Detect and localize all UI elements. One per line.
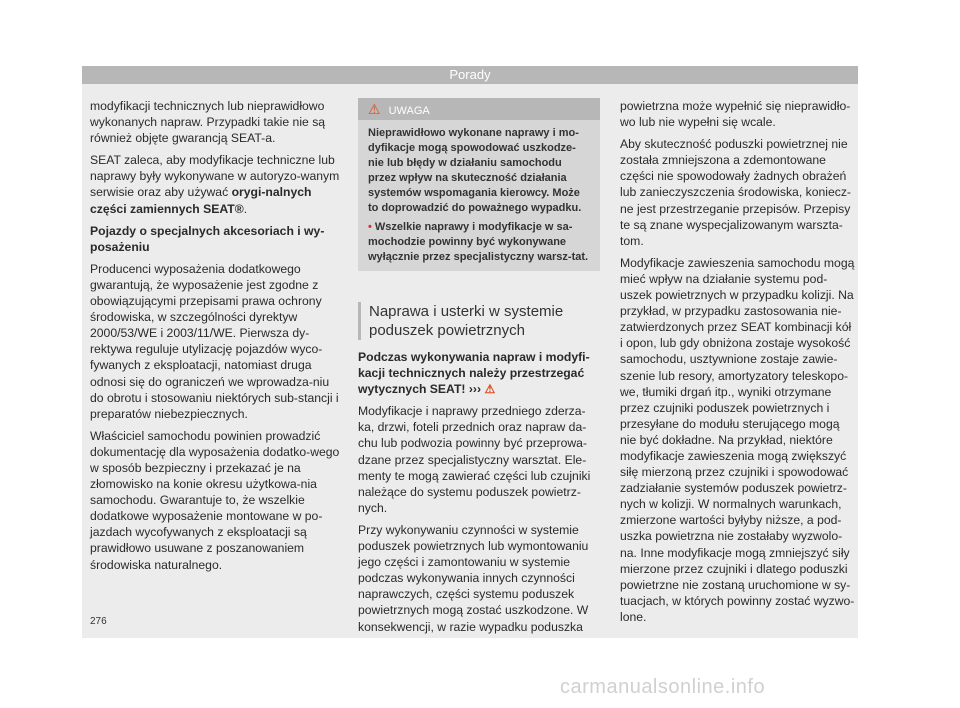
page-header: Porady [82, 66, 858, 84]
paragraph: powietrzna może wypełnić się nieprawidło-wo lub nie wypełni się wcale. [620, 99, 851, 130]
warning-box [358, 98, 600, 271]
column-right [620, 98, 855, 631]
paragraph: Modyfikacje i naprawy przedniego zderza-ka, drzwi, foteli przednich oraz napraw da-chu lub podwozia powinny być przeprowa-dzane przez specjalistyczny warsztat. Ele-menty te mogą zawierać części lub czujniki należące do systemu poduszek powietrz-nych. [358, 404, 591, 515]
warning-title-bar [358, 98, 600, 120]
column-left [90, 98, 340, 579]
warning-triangle-icon[interactable]: ⚠ [484, 382, 496, 397]
paragraph [90, 152, 340, 216]
column-middle [358, 349, 600, 641]
lead-paragraph [358, 349, 600, 397]
paragraph: Przy wykonywaniu czynności w systemie poduszek powietrznych lub wymontowaniu jego części i zamontowaniu w systemie podczas wykonywania innych czynności naprawczych, części systemu poduszek powietrznych mogą zostać uszkodzone. W konsekwencji, w razie wypadku poduszka [358, 522, 589, 634]
paragraph: Modyfikacje zawieszenia samochodu mogą mieć wpływ na działanie systemu pod-uszek powietrznych w przypadku kolizji. Na przykład, w przypadku zastosowania nie-zatwierdzonych przez SEAT kombinacji kół i opon, lub gdy obniżona zostaje wysokość samochodu, usztywnione zostaje zawie-szenie lub resory, amortyzatory teleskopo-we, tłumiki drgań itp., wyniki otrzymane przez czujniki poduszek powietrznych i przesyłane do modułu sterującego mogą nie być dokładne. Na przykład, niektóre modyfikacje zawieszenia mogą zwiększyć siłę mierzoną przez czujniki i spowodować zadziałanie systemów poduszek powietrz-nych w kolizji. W normalnych warunkach, zmierzone wartości byłyby niższe, a pod-uszka powietrzna nie zostałaby wyzwolo-na. Inne modyfikacje mogą zmniejszyć siły mierzone przez czujniki i dlatego poduszki powietrzne nie zostaną uruchomione w sy-tuacjach, w których powinny zostać wyzwo-lone. [620, 255, 855, 624]
section-title: Naprawa i usterki w systemie poduszek powietrznych [358, 302, 600, 340]
warning-title: UWAGA [388, 105, 430, 117]
paragraph: Właściciel samochodu powinien prowadzić dokumentację dla wyposażenia dodatko-wego w sposób bezpieczny i przekazać je na złomowisko na konie okresu użytkowa-nia samochodu. Gwarantuje to, że wszelkie dodatkowe wyposażenie montowane w po-jazdach wycofywanych z eksploatacji są prawidłowo usuwane z poszanowaniem środowiska naturalnego. [90, 428, 340, 572]
paragraph-end: . [243, 201, 248, 216]
manual-page [82, 66, 858, 638]
paragraph: Producenci wyposażenia dodatkowego gwarantują, że wyposażenie jest zgodne z obowiązującymi przepisami prawa ochrony środowiska, w szczególności dyrektyw 2000/53/WE i 2003/11/WE. Pierwsza dy-rektywa reguluje utylizację pojazdów wyco-fywanych z eksploatacji, natomiast druga odnosi się do ograniczeń we wprowadza-niu do obrotu i stosowaniu niektórych sub-stancji i preparatów niebezpiecznych. [90, 261, 339, 421]
page-number: 276 [90, 616, 107, 627]
genuine-parts-emphasis: orygi-nalnych części zamiennych SEAT® [90, 185, 312, 216]
subheading: Pojazdy o specjalnych akcesoriach i wy-posażeniu [90, 223, 325, 254]
warning-text: Nieprawidłowo wykonane naprawy i mo-dyfikacje mogą spowodować uszkodze-nie lub błędy w działaniu samochodu przez wpływ na skuteczność działania systemów wspomagania kierowcy. Może to doprowadzić do poważnego wypadku. [368, 127, 582, 214]
see-more-arrows[interactable]: ››› [468, 382, 482, 397]
watermark: carmanualsonline.info [560, 676, 766, 698]
warning-bullet-item [368, 220, 590, 265]
warning-body [358, 120, 600, 265]
warning-triangle-icon: ⚠ [368, 101, 381, 117]
lead-text: Podczas wykonywania napraw i modyfi-kacji technicznych należy przestrzegać wytycznych SEAT! [358, 350, 590, 397]
warning-bullet-text: Wszelkie naprawy i modyfikacje w sa-mochodzie powinny być wykonywane wyłącznie przez specjalistyczny warsz-tat. [368, 221, 589, 263]
paragraph: Aby skuteczność poduszki powietrznej nie została zmniejszona a zdemontowane części nie spowodowały żadnych obrażeń lub zanieczyszczenia środowiska, koniecz-ne jest przestrzeganie przepisów. Przepisy te są znane wyspecjalizowanym warszta-tom. [620, 137, 851, 248]
paragraph-text: SEAT zaleca, aby modyfikacje techniczne lub naprawy były wykonywane w autoryzo-wanym serwisie oraz aby używać [90, 153, 340, 200]
bullet-icon: • [368, 221, 372, 233]
paragraph: modyfikacji technicznych lub nieprawidłowo wykonanych napraw. Przypadki takie nie są również objęte gwarancją SEAT-a. [90, 99, 326, 146]
